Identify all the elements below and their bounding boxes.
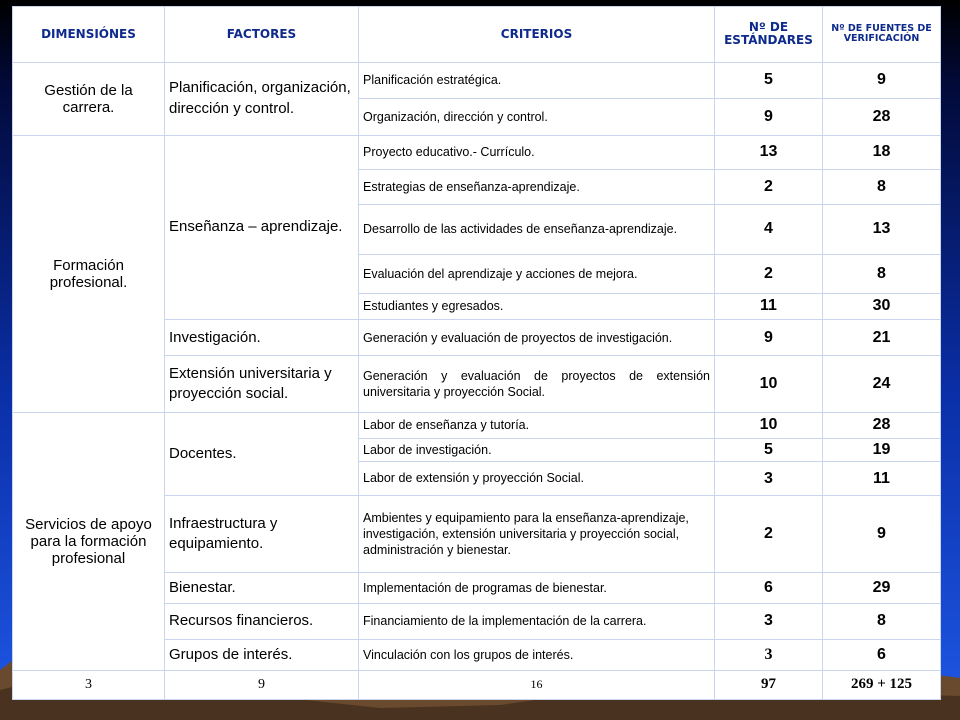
total-criterios: 16 <box>359 670 715 699</box>
header-factores: FACTORES <box>165 7 359 63</box>
fuentes-cell: 8 <box>823 170 941 204</box>
criterio-cell: Organización, dirección y control. <box>359 99 715 135</box>
criterio-cell: Labor de enseñanza y tutoría. <box>359 413 715 438</box>
header-dimensiones: DIMENSIÓNES <box>13 7 165 63</box>
fuentes-cell: 9 <box>823 496 941 573</box>
total-dimensiones: 3 <box>13 670 165 699</box>
criterio-cell: Financiamiento de la implementación de la carrera. <box>359 603 715 639</box>
total-factores: 9 <box>165 670 359 699</box>
fuentes-cell: 11 <box>823 461 941 495</box>
estandares-cell: 2 <box>715 255 823 294</box>
fuentes-cell: 9 <box>823 62 941 98</box>
fuentes-cell: 29 <box>823 573 941 603</box>
header-fuentes: Nº DE FUENTES DE VERIFICACIÓN <box>823 7 941 63</box>
factor-cell: Infraestructura y equipamiento. <box>165 496 359 573</box>
dimension-cell: Servicios de apoyo para la formación profesional <box>13 413 165 670</box>
fuentes-cell: 13 <box>823 204 941 255</box>
fuentes-cell: 28 <box>823 99 941 135</box>
criterio-cell: Generación y evaluación de proyectos de extensión universitaria y proyección Social. <box>359 356 715 413</box>
table-row <box>13 135 941 169</box>
estandares-cell: 10 <box>715 356 823 413</box>
estandares-cell: 2 <box>715 170 823 204</box>
criterio-cell: Labor de extensión y proyección Social. <box>359 461 715 495</box>
criterio-cell: Evaluación del aprendizaje y acciones de mejora. <box>359 255 715 294</box>
criterio-cell: Implementación de programas de bienestar. <box>359 573 715 603</box>
factor-cell: Docentes. <box>165 413 359 496</box>
criterio-cell: Estudiantes y egresados. <box>359 293 715 319</box>
fuentes-cell: 24 <box>823 356 941 413</box>
fuentes-cell: 30 <box>823 293 941 319</box>
estandares-cell: 5 <box>715 62 823 98</box>
estandares-cell: 9 <box>715 99 823 135</box>
criterio-cell: Planificación estratégica. <box>359 62 715 98</box>
criterio-cell: Estrategias de enseñanza-aprendizaje. <box>359 170 715 204</box>
fuentes-cell: 18 <box>823 135 941 169</box>
criterio-cell: Labor de investigación. <box>359 438 715 461</box>
total-estandares: 97 <box>715 670 823 699</box>
criterio-cell: Desarrollo de las actividades de enseñanza-aprendizaje. <box>359 204 715 255</box>
estandares-cell: 3 <box>715 603 823 639</box>
factor-cell: Recursos financieros. <box>165 603 359 639</box>
estandares-cell: 11 <box>715 293 823 319</box>
estandares-cell: 13 <box>715 135 823 169</box>
estandares-cell: 3 <box>715 640 823 670</box>
estandares-cell: 2 <box>715 496 823 573</box>
header-row <box>13 7 941 63</box>
table-row <box>13 62 941 98</box>
criterio-cell: Vinculación con los grupos de interés. <box>359 640 715 670</box>
fuentes-cell: 28 <box>823 413 941 438</box>
factor-cell: Planificación, organización, dirección y control. <box>165 62 359 135</box>
estandares-cell: 9 <box>715 320 823 356</box>
factor-cell: Grupos de interés. <box>165 640 359 670</box>
estandares-cell: 3 <box>715 461 823 495</box>
factor-cell: Extensión universitaria y proyección social. <box>165 356 359 413</box>
total-fuentes: 269 + 125 <box>823 670 941 699</box>
factor-cell: Enseñanza – aprendizaje. <box>165 135 359 319</box>
estandares-cell: 4 <box>715 204 823 255</box>
factor-cell: Investigación. <box>165 320 359 356</box>
totals-row <box>13 670 941 699</box>
dimension-cell: Gestión de la carrera. <box>13 62 165 135</box>
estandares-cell: 6 <box>715 573 823 603</box>
factor-cell: Bienestar. <box>165 573 359 603</box>
fuentes-cell: 19 <box>823 438 941 461</box>
dimension-cell: Formación profesional. <box>13 135 165 413</box>
criterio-cell: Generación y evaluación de proyectos de investigación. <box>359 320 715 356</box>
estandares-cell: 10 <box>715 413 823 438</box>
estandares-cell: 5 <box>715 438 823 461</box>
header-estandares: Nº DE ESTÁNDARES <box>715 7 823 63</box>
criterio-cell: Ambientes y equipamiento para la enseñanza-aprendizaje, investigación, extensión universitaria y proyección social, administración y bienestar. <box>359 496 715 573</box>
header-criterios: CRITERIOS <box>359 7 715 63</box>
accreditation-table <box>12 6 941 700</box>
fuentes-cell: 21 <box>823 320 941 356</box>
fuentes-cell: 6 <box>823 640 941 670</box>
fuentes-cell: 8 <box>823 255 941 294</box>
criterio-cell: Proyecto educativo.- Currículo. <box>359 135 715 169</box>
table-row <box>13 413 941 438</box>
fuentes-cell: 8 <box>823 603 941 639</box>
